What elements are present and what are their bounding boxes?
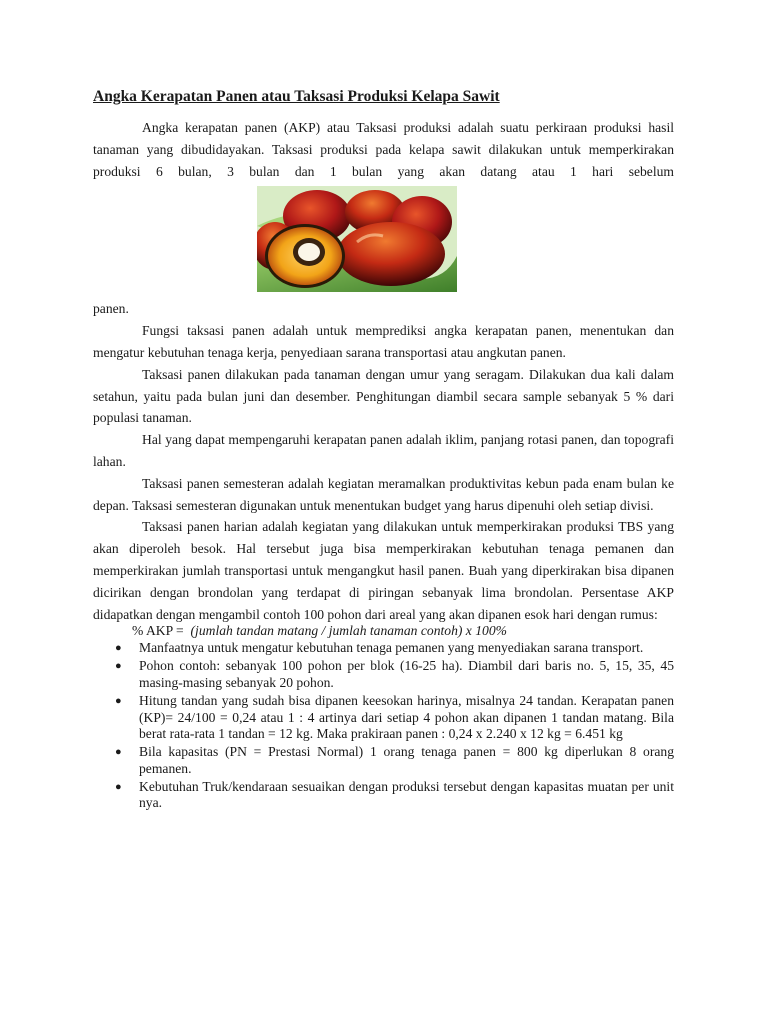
formula-prefix: % AKP = — [132, 623, 184, 639]
paragraph-3: Taksasi panen dilakukan pada tanaman dengan umur yang seragam. Dilakukan dua kali dalam setahun, yaitu pada bulan juni dan desember. Penghitungan diambil secara sample sebanyak 5 % dari populasi tanaman. — [93, 366, 674, 426]
formula-expression: (jumlah tandan matang / jumlah tanaman contoh) x 100% — [190, 623, 507, 639]
list-item-text: Manfaatnya untuk mengatur kebutuhan tenaga pemanen yang menyediakan sarana transport. — [139, 640, 644, 656]
list-item-text: Bila kapasitas (PN = Prestasi Normal) 1 orang tenaga panen = 800 kg diperlukan 8 orang pemanen. — [139, 744, 674, 776]
paragraph-1-continued: panen. — [93, 301, 129, 317]
list-item-text: Kebutuhan Truk/kendaraan sesuaikan dengan produksi tersebut dengan kapasitas muatan per unit nya. — [139, 778, 674, 811]
list-item — [93, 640, 674, 657]
document-page — [93, 86, 674, 813]
list-item — [93, 744, 674, 777]
akp-formula — [93, 623, 674, 639]
bullet-icon: ● — [115, 642, 122, 655]
list-item — [93, 779, 674, 812]
bullet-list — [93, 640, 674, 812]
paragraph-5: Taksasi panen semesteran adalah kegiatan meramalkan produktivitas kebun pada enam bulan ke depan. Taksasi semesteran digunakan untuk menentukan budget yang harus dipenuhi oleh setiap divisi. — [93, 475, 674, 513]
palm-fruit-photo — [257, 186, 457, 292]
paragraph-4: Hal yang dapat mempengaruhi kerapatan panen adalah iklim, panjang rotasi panen, dan topografi lahan. — [93, 432, 674, 469]
paragraph-2: Fungsi taksasi panen adalah untuk memprediksi angka kerapatan panen, menentukan dan mengatur kebutuhan tenaga kerja, penyediaan sarana transportasi atau angkutan panen. — [93, 323, 674, 360]
document-title: Angka Kerapatan Panen atau Taksasi Produksi Kelapa Sawit — [93, 88, 500, 105]
photo-row — [93, 186, 674, 298]
list-item — [93, 658, 674, 691]
list-item-text: Pohon contoh: sebanyak 100 pohon per blok (16-25 ha). Diambil dari baris no. 5, 15, 35, 45 masing-masing sebanyak 20 pohon. — [139, 658, 674, 690]
bullet-icon: ● — [115, 780, 122, 793]
paragraph-1: Angka kerapatan panen (AKP) atau Taksasi produksi adalah suatu perkiraan produksi hasil tanaman yang dibudidayakan. Taksasi produksi pada kelapa sawit dilakukan untuk memperkirakan produksi 6 bulan, 3 bulan dan 1 bulan yang akan datang atau 1 hari sebelum — [93, 120, 674, 179]
list-item — [93, 693, 674, 743]
bullet-icon: ● — [115, 694, 122, 707]
list-item-text: Hitung tandan yang sudah bisa dipanen keesokan harinya, misalnya 24 tandan. Kerapatan panen (KP)= 24/100 = 0,24 atau 1 : 4 artinya dari setiap 4 pohon akan dipanen 1 tandan matang. Bila berat rata-rata 1 tandan = 12 kg. Maka prakiraan panen : 0,24 x 2.240 x 12 kg = 6.451 kg — [139, 692, 674, 742]
bullet-icon: ● — [115, 746, 122, 759]
paragraph-6: Taksasi panen harian adalah kegiatan yang dilakukan untuk memperkirakan produksi TBS yang akan diperoleh besok. Hal tersebut juga bisa memperkirakan kebutuhan tenaga pemanen dan memperkirakan jumlah transportasi untuk mengangkut hasil panen. Buah yang diperkirakan bisa dipanen dicirikan dengan brondolan yang terdapat di piringan sebanyak lima brondolan. Persentase AKP didapatkan dengan mengambil contoh 100 pohon dari areal yang akan dipanen esok hari dengan rumus: — [93, 519, 674, 622]
bullet-icon: ● — [115, 660, 122, 673]
